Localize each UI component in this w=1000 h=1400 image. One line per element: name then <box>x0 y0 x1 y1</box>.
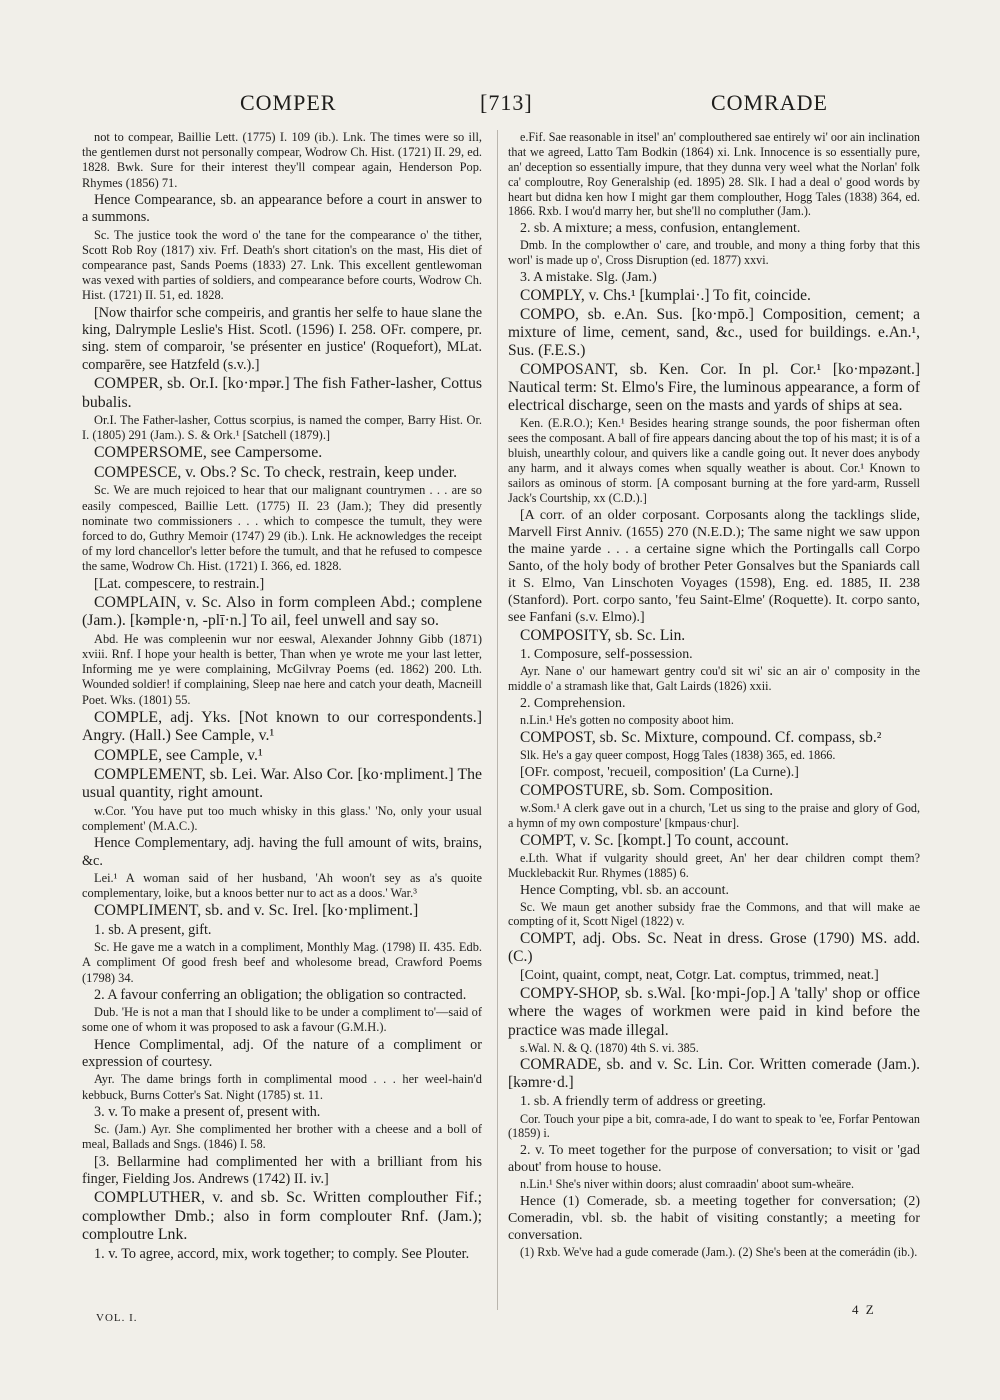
citation-paragraph: Ken. (E.R.O.); Ken.¹ Besides hearing strange sounds, the poor fisherman often sees the composant. A ball of fire appears dancing about the top of his mast; it is of a bluish, unearthly colour, and quivers like a candle going out. It never does anybody any harm, and it always comes when squally weather is about. Cor.¹ Known to sailors as ominous of storm. [A composant burning at the fore yard-arm, Russell Jack's Courtship, xx (C.D.).] <box>508 416 920 505</box>
sense-paragraph: 1. v. To agree, accord, mix, work together; to comply. See Plouter. <box>94 1245 470 1262</box>
column-divider <box>497 130 498 1310</box>
citation-paragraph: e.Fif. Sae reasonable in itsel' an' complouthered sae entirely wi' oor ain inclination that we agreed, Latto Tam Bodkin (1864) xi. Lnk. Innocence is so essentially pure, an' deception so essentially impure, that they dunna very weel what the Norlan' folk ca' comploutre, Roy Generalship (ed. 1895) 28. Slk. I had a deal o' good words by heart but didna ken how I might gar them complouther, Hogg Tales (1838) 364, ed. 1866. Rxb. I wou'd marry her, but she'll no compluther (Jam.). <box>508 130 920 219</box>
sense-paragraph: Hence Compting, vbl. sb. an account. <box>520 882 729 898</box>
sense-paragraph: Hence Complimental, adj. Of the nature of a compliment or expression of courtesy. <box>82 1036 482 1071</box>
citation-paragraph: n.Lin.¹ She's niver within doors; alust comraadin' aboot sum-wheäre. <box>520 1177 855 1192</box>
right-column <box>508 130 920 1261</box>
citation-paragraph: Sc. We maun get another subsidy frae the Commons, and that will make ae compting of it, Scott Nigel (1822) v. <box>508 899 920 929</box>
citation-paragraph: Ayr. Nane o' our hamewart gentry cou'd sit wi' sic an air o' composity in the middle o' a stramash like that, Galt Lairds (1826) xxii. <box>508 664 920 694</box>
citation-paragraph: (1) Rxb. We've had a gude comerade (Jam.). (2) She's been at the comerádin (ib.). <box>520 1245 918 1260</box>
citation-paragraph: not to compear, Baillie Lett. (1775) I. 109 (ib.). Lnk. The times were so ill, the gentlemen durst not personally compear, Wodrow Ch. Hist. (1721) II. 29, ed. 1828. Bwk. Sure for their interest they'll compear again, Henderson Pop. Rhymes (1856) 71. <box>82 130 482 190</box>
sense-paragraph: 2. A favour conferring an obligation; the obligation so contracted. <box>94 986 467 1003</box>
sense-paragraph: 1. sb. A friendly term of address or greeting. <box>520 1094 767 1110</box>
sense-paragraph: [Now thairfor sche compeiris, and grantis her selfe to haue slane the king, Dalrymple Leslie's Hist. Scotl. (1596) I. 258. OFr. compere, pr. sing. stem of comparoir, 'se présenter en justice' (Roquefort), MLat. comparēre, see Hatzfeld (s.v.).] <box>82 304 482 373</box>
citation-paragraph: e.Lth. What if vulgarity should greet, An' her dear children compt them? Mucklebackit Rur. Rhymes (1885) 6. <box>508 850 920 880</box>
sense-paragraph: Hence (1) Comerade, sb. a meeting together for conversation; (2) Comeradin, vbl. sb. the habit of visiting constantly; a meeting for conversation. <box>508 1194 920 1244</box>
citation-paragraph: Sc. We are much rejoiced to hear that our malignant countrymen . . . are so easily compesced, Baillie Lett. (1775) II. 23 (Jam.); They did presently nominate two commissioners . . . which to compesce the tumult, they were forced to do, Guthry Memoir (1747) 29 (ib.). Lnk. He acknowledges the receipt of my lord chancellor's letter before the tumult, and that he refused to compesce the same, Wodrow Ch. Hist. (1721) I. 366, ed. 1828. <box>82 483 482 574</box>
dictionary-entry: COMPT, v. Sc. [kompt.] To count, account. <box>520 831 789 849</box>
dictionary-entry: COMPLIMENT, sb. and v. Sc. Irel. [ko·mpliment.] <box>94 902 419 920</box>
citation-paragraph: n.Lin.¹ He's gotten no composity aboot him. <box>520 713 734 728</box>
sense-paragraph: 3. A mistake. Slg. (Jam.) <box>520 270 657 286</box>
sense-paragraph: 3. v. To make a present of, present with. <box>94 1103 321 1120</box>
citation-paragraph: Slk. He's a gay queer compost, Hogg Tales (1838) 365, ed. 1866. <box>520 747 836 762</box>
sense-paragraph: 2. v. To meet together for the purpose of conversation; to visit or 'gad about' from house to house. <box>508 1143 920 1176</box>
citation-paragraph: w.Som.¹ A clerk gave out in a church, 'Let us sing to the praise and glory of God, a hymn of my own composture' [kmpaus·chur]. <box>508 800 920 830</box>
dictionary-entry: COMPLE, see Cample, v.¹ <box>94 746 263 764</box>
citation-paragraph: w.Cor. 'You have put too much whisky in this glass.' 'No, only your usual complement' (M.A.C.). <box>82 803 482 833</box>
sense-paragraph: 2. Comprehension. <box>520 695 626 711</box>
left-column <box>82 130 482 1264</box>
citation-paragraph: Dmb. In the complowther o' care, and trouble, and mony a thing forby that this worl' is made up o', Cross Disruption (ed. 1877) xxvi. <box>508 238 920 268</box>
dictionary-entry: COMRADE, sb. and v. Sc. Lin. Cor. Written comerade (Jam.). [kəmre·d.] <box>508 1056 920 1092</box>
citation-paragraph: Dub. 'He is not a man that I should like to be under a compliment to'—said of some one of whom it was proposed to ask a favour (G.M.H.). <box>82 1005 482 1035</box>
page-number: [713] <box>480 90 533 115</box>
sense-paragraph: 2. sb. A mixture; a mess, confusion, entanglement. <box>520 221 801 237</box>
running-head <box>80 90 918 120</box>
dictionary-entry: COMPY-SHOP, sb. s.Wal. [ko·mpi-ʃop.] A 'tally' shop or office where the wages of workmen were paid in kind before the practice was made illegal. <box>508 985 920 1039</box>
citation-paragraph: Sc. He gave me a watch in a compliment, Monthly Mag. (1798) II. 435. Edb. A compliment Of good fresh beef and wholesome bread, Crawford Poems (1798) 34. <box>82 940 482 985</box>
dictionary-entry: COMPLUTHER, v. and sb. Sc. Written complouther Fif.; complowther Dmb.; also in form complouter Rnf. (Jam.); comploutre Lnk. <box>82 1189 482 1244</box>
signature-mark: 4 Z <box>852 1302 876 1317</box>
dictionary-entry: COMPER, sb. Or.I. [ko·mpər.] The fish Father-lasher, Cottus bubalis. <box>82 375 482 411</box>
dictionary-entry: COMPO, sb. e.An. Sus. [ko·mpō.] Composition, cement; a mixture of lime, cement, sand, &c., used for buildings. e.An.¹, Sus. (F.E.S.) <box>508 306 920 360</box>
dictionary-entry: COMPLEMENT, sb. Lei. War. Also Cor. [ko·mpliment.] The usual quantity, right amount. <box>82 765 482 802</box>
running-head-right-word: COMRADE <box>710 90 828 115</box>
dictionary-entry: COMPLAIN, v. Sc. Also in form compleen Abd.; complene (Jam.). [kəmple·n, -plī·n.] To ail, feel unwell and say so. <box>82 593 482 630</box>
dictionary-entry: COMPOSANT, sb. Ken. Cor. In pl. Cor.¹ [ko·mpəzənt.] Nautical term: St. Elmo's Fire, the luminous appearance, a form of electrical discharge, seen on the masts and yards of ships at sea. <box>508 361 920 415</box>
dictionary-entry: COMPOSITY, sb. Sc. Lin. <box>520 627 686 645</box>
citation-paragraph: Abd. He was compleenin wur nor eeswal, Alexander Johnny Gibb (1871) xviii. Rnf. I hope your health is better, Than when ye wrote me your last letter, Informing me ye were complaining, McGilvray Poems (ed. 1862) 200. Lth. Wounded soldier! if complaining, Sleep nae here and catch your death, Macneill Poet. Wks. (1801) 55. <box>82 631 482 707</box>
dictionary-entry: COMPLE, adj. Yks. [Not known to our correspondents.] Angry. (Hall.) See Cample, v.¹ <box>82 708 482 745</box>
citation-paragraph: s.Wal. N. & Q. (1870) 4th S. vi. 385. <box>520 1040 699 1055</box>
volume-label: VOL. I. <box>96 1312 138 1324</box>
sense-paragraph: Hence Compearance, sb. an appearance before a court in answer to a summons. <box>82 191 482 226</box>
sense-paragraph: [OFr. compost, 'recueil, composition' (La Curne).] <box>520 764 799 780</box>
citation-paragraph: Sc. The justice took the word o' the tane for the compearance o' the tither, Scott Rob Roy (1817) xiv. Frf. Death's short citation's on the mast, His diet of compearance past, Sands Poems (1833) 27. Lnk. This excellent gentlewoman was vexed with parties of soldiers, and compearance before courts, Wodrow Ch. Hist. (1721) II. 51, ed. 1828. <box>82 227 482 303</box>
dictionary-entry: COMPOSTURE, sb. Som. Composition. <box>520 781 774 799</box>
citation-paragraph: Sc. (Jam.) Ayr. She complimented her brother with a cheese and a boll of meal, Ballads and Sngs. (1846) I. 58. <box>82 1122 482 1152</box>
sense-paragraph: [3. Bellarmine had complimented her with a brilliant from his finger, Fielding Jos. Andrews (1742) II. iv.] <box>82 1153 482 1188</box>
citation-paragraph: Lei.¹ A woman said of her husband, 'Ah woon't sey as a's quoite complementary, loike, but a knoos better nur to act as a doos.' War.³ <box>82 871 482 901</box>
sense-paragraph: [Lat. compescere, to restrain.] <box>94 575 265 592</box>
citation-paragraph: Cor. Touch your pipe a bit, comra-ade, I do want to speak to 'ee, Forfar Pentowan (1859) i. <box>508 1111 920 1141</box>
dictionary-entry: COMPOST, sb. Sc. Mixture, compound. Cf. compass, sb.² <box>520 728 882 746</box>
sense-paragraph: [Coint, quaint, compt, neat, Cotgr. Lat. comptus, trimmed, neat.] <box>520 968 879 984</box>
dictionary-entry: COMPLY, v. Chs.¹ [kumplai·.] To fit, coincide. <box>520 287 811 305</box>
sense-paragraph: Hence Complementary, adj. having the full amount of wits, brains, &c. <box>82 835 482 869</box>
citation-paragraph: Or.I. The Father-lasher, Cottus scorpius, is named the comper, Barry Hist. Or. I. (1805) 291 (Jam.). S. & Ork.¹ [Satchell (1879).] <box>82 413 482 443</box>
citation-paragraph: Ayr. The dame brings forth in complimental mood . . . her weel-hain'd kebbuck, Burns Cotter's Sat. Night (1785) st. 11. <box>82 1072 482 1102</box>
dictionary-entry: COMPESCE, v. Obs.? Sc. To check, restrain, keep under. <box>94 463 458 481</box>
dictionary-entry: COMPERSOME, see Campersome. <box>94 444 323 462</box>
dictionary-entry: COMPT, adj. Obs. Sc. Neat in dress. Grose (1790) MS. add. (C.) <box>508 930 920 966</box>
sense-paragraph: [A corr. of an older corposant. Corposants along the tacklings slide, Marvell First Anniv. (1655) 270 (N.E.D.); The same night we saw uppon the maine yarde . . . a certaine signe which the Portingalls call Corpo Santo, of the holy body of brother Peter Gonsalves but the Spaniards call it S. Elmo, Van Linschoten Voyages (1598), Eng. ed. 1885, II. 238 (Stanford). Port. corpo santo, 'feu Saint-Elme' (Roquette). It. corpo santo, see Fanfani (s.v. Elmo).] <box>508 507 920 626</box>
running-head-left-word: COMPER <box>240 90 337 115</box>
sense-paragraph: 1. Composure, self-possession. <box>520 647 693 663</box>
sense-paragraph: 1. sb. A present, gift. <box>94 921 212 938</box>
